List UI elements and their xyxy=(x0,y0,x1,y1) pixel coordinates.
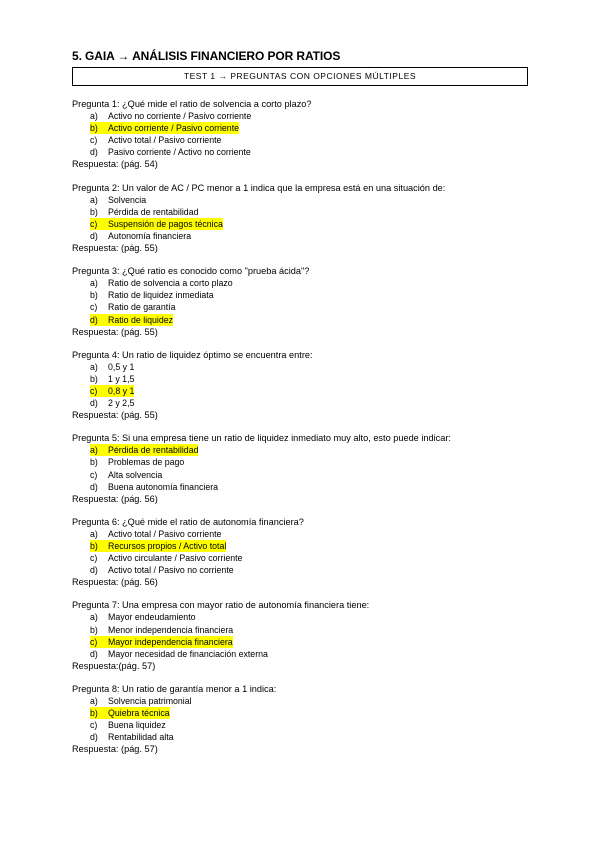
option-letter: c) xyxy=(90,385,98,396)
option-highlighted xyxy=(72,385,528,397)
option-content xyxy=(90,301,176,313)
option-content xyxy=(90,481,218,493)
option-text: Pérdida de rentabilidad xyxy=(108,206,199,217)
question-text: Pregunta 3: ¿Qué ratio es conocido como "prueba ácida"? xyxy=(72,266,310,277)
answer-highlight xyxy=(90,444,198,456)
option xyxy=(72,134,528,146)
option-text: Solvencia xyxy=(108,194,147,205)
question-text: Pregunta 2: Un valor de AC / PC menor a 1 indica que la empresa está en una situación de: xyxy=(72,182,446,193)
answer-highlight xyxy=(90,707,170,719)
question-block xyxy=(72,98,528,171)
option-text: Buena liquidez xyxy=(108,720,166,731)
option xyxy=(72,373,528,385)
option-content xyxy=(90,624,233,636)
option-text: Alta solvencia xyxy=(108,469,163,480)
option-text: 0,8 y 1 xyxy=(108,385,135,396)
option-highlighted xyxy=(72,122,528,134)
option-content xyxy=(90,289,214,301)
option xyxy=(72,528,528,540)
option-letter: c) xyxy=(90,553,98,564)
question-block xyxy=(72,182,528,255)
option-letter: b) xyxy=(90,290,98,301)
answer-reference: Respuesta:(pág. 57) xyxy=(72,660,156,671)
answer-highlight xyxy=(90,314,173,326)
option xyxy=(72,206,528,218)
question-text: Pregunta 1: ¿Qué mide el ratio de solvencia a corto plazo? xyxy=(72,99,312,109)
option-letter: d) xyxy=(90,147,98,158)
option xyxy=(72,146,528,158)
option xyxy=(72,731,528,743)
option xyxy=(72,194,528,206)
option xyxy=(72,481,528,493)
question-text: Pregunta 5: Si una empresa tiene un ratio de liquidez inmediato muy alto, esto puede indicar: xyxy=(72,433,451,444)
option xyxy=(72,552,528,564)
option-letter: b) xyxy=(90,624,98,635)
option-letter: b) xyxy=(90,123,98,134)
options-list xyxy=(72,444,528,492)
option-text: 0,5 y 1 xyxy=(108,361,135,372)
option xyxy=(72,301,528,313)
option-content xyxy=(90,194,146,206)
option-highlighted xyxy=(72,707,528,719)
answer-reference: Respuesta: (pág. 57) xyxy=(72,744,158,755)
answer-highlight xyxy=(90,385,134,397)
option-letter: a) xyxy=(90,194,98,205)
option-highlighted xyxy=(72,218,528,230)
option-text: Ratio de solvencia a corto plazo xyxy=(108,278,233,289)
question-text: Pregunta 7: Una empresa con mayor ratio de autonomía financiera tiene: xyxy=(72,600,370,611)
options-list xyxy=(72,695,528,743)
option xyxy=(72,648,528,660)
option-letter: a) xyxy=(90,696,98,707)
option-content xyxy=(90,695,192,707)
section-heading: 5. GAIA → ANÁLISIS FINANCIERO POR RATIOS xyxy=(72,49,341,63)
option-text: Buena autonomía financiera xyxy=(108,481,219,492)
option-text: Autonomía financiera xyxy=(108,230,192,241)
option-letter: d) xyxy=(90,398,98,409)
option-content xyxy=(90,528,221,540)
option-text: Pérdida de rentabilidad xyxy=(108,445,199,456)
option-letter: a) xyxy=(90,278,98,289)
option-content xyxy=(90,373,134,385)
answer-highlight xyxy=(90,636,233,648)
option-text: Activo circulante / Pasivo corriente xyxy=(108,553,243,564)
answer-highlight xyxy=(90,540,226,552)
option-letter: c) xyxy=(90,302,98,313)
answer-reference: Respuesta: (pág. 56) xyxy=(72,493,158,504)
option xyxy=(72,361,528,373)
option-text: Rentabilidad alta xyxy=(108,732,174,743)
option-letter: a) xyxy=(90,445,98,456)
option-text: Quiebra técnica xyxy=(108,708,170,719)
option-letter: c) xyxy=(90,469,98,480)
option xyxy=(72,719,528,731)
question-block xyxy=(72,349,528,422)
option xyxy=(72,469,528,481)
answer-reference: Respuesta: (pág. 55) xyxy=(72,243,158,254)
option xyxy=(72,230,528,242)
option-letter: c) xyxy=(90,720,98,731)
option-highlighted xyxy=(72,314,528,326)
option xyxy=(72,611,528,623)
option-content xyxy=(90,230,191,242)
option-letter: a) xyxy=(90,612,98,623)
option xyxy=(72,564,528,576)
questions-list xyxy=(72,98,528,756)
option-letter: d) xyxy=(90,565,98,576)
option xyxy=(72,289,528,301)
test-title-box xyxy=(72,67,528,86)
option-text: Mayor independencia financiera xyxy=(108,636,233,647)
option-content xyxy=(90,206,198,218)
answer-reference: Respuesta: (pág. 56) xyxy=(72,577,158,588)
option-text: Solvencia patrimonial xyxy=(108,696,192,707)
option-content xyxy=(90,277,233,289)
option-content xyxy=(90,552,242,564)
option-content xyxy=(90,134,221,146)
option-text: Ratio de liquidez inmediata xyxy=(108,290,214,301)
option-content xyxy=(90,469,162,481)
option-letter: d) xyxy=(90,314,98,325)
option-letter: a) xyxy=(90,528,98,539)
option xyxy=(72,277,528,289)
options-list xyxy=(72,528,528,576)
question-block xyxy=(72,516,528,589)
answer-reference: Respuesta: (pág. 55) xyxy=(72,326,158,337)
option-letter: d) xyxy=(90,230,98,241)
option-text: Mayor endeudamiento xyxy=(108,612,196,623)
answer-reference: Respuesta: (pág. 55) xyxy=(72,410,158,421)
option-text: Problemas de pago xyxy=(108,457,185,468)
answer-reference: Respuesta: (pág. 54) xyxy=(72,159,158,170)
option-text: Activo total / Pasivo corriente xyxy=(108,135,222,146)
question-block xyxy=(72,265,528,338)
options-list xyxy=(72,611,528,659)
options-list xyxy=(72,110,528,158)
option-letter: d) xyxy=(90,732,98,743)
option-content xyxy=(90,731,174,743)
test-title: TEST 1 → PREGUNTAS CON OPCIONES MÚLTIPLES xyxy=(183,71,417,81)
option-letter: a) xyxy=(90,111,98,122)
document-page xyxy=(72,49,528,767)
option-content xyxy=(90,564,234,576)
option-letter: d) xyxy=(90,648,98,659)
option-content xyxy=(90,456,184,468)
option-text: Activo corriente / Pasivo corriente xyxy=(108,123,240,134)
option-text: Pasivo corriente / Activo no corriente xyxy=(108,147,251,158)
option-letter: b) xyxy=(90,206,98,217)
option-text: Ratio de liquidez xyxy=(108,314,174,325)
option xyxy=(72,624,528,636)
option xyxy=(72,456,528,468)
option xyxy=(72,695,528,707)
question-block xyxy=(72,432,528,505)
option-text: Ratio de garantía xyxy=(108,302,176,313)
answer-highlight xyxy=(90,122,239,134)
option-text: Mayor necesidad de financiación externa xyxy=(108,648,268,659)
question-text: Pregunta 6: ¿Qué mide el ratio de autonomía financiera? xyxy=(72,516,304,527)
option-text: Activo total / Pasivo corriente xyxy=(108,528,222,539)
option-content xyxy=(90,397,134,409)
option-content xyxy=(90,361,134,373)
option-letter: d) xyxy=(90,481,98,492)
question-block xyxy=(72,683,528,756)
option-text: Activo total / Pasivo no corriente xyxy=(108,565,234,576)
options-list xyxy=(72,277,528,325)
option-letter: c) xyxy=(90,636,98,647)
option-text: 2 y 2,5 xyxy=(108,398,135,409)
option xyxy=(72,397,528,409)
options-list xyxy=(72,194,528,242)
option-content xyxy=(90,611,196,623)
options-list xyxy=(72,361,528,409)
option-highlighted xyxy=(72,444,528,456)
option-text: Recursos propios / Activo total xyxy=(108,541,227,551)
option-content xyxy=(90,648,268,660)
option-text: 1 y 1,5 xyxy=(108,373,135,384)
option-letter: b) xyxy=(90,708,98,719)
option-letter: c) xyxy=(90,218,98,229)
option-letter: a) xyxy=(90,361,98,372)
option-content xyxy=(90,146,251,158)
answer-highlight xyxy=(90,218,223,230)
option-letter: b) xyxy=(90,457,98,468)
option xyxy=(72,110,528,122)
option-letter: c) xyxy=(90,135,98,146)
option-content xyxy=(90,719,166,731)
option-text: Suspensión de pagos técnica xyxy=(108,218,223,229)
option-highlighted xyxy=(72,540,528,552)
question-text: Pregunta 4: Un ratio de liquidez óptimo se encuentra entre: xyxy=(72,349,313,360)
question-block xyxy=(72,599,528,672)
option-text: Activo no corriente / Pasivo corriente xyxy=(108,111,252,122)
option-letter: b) xyxy=(90,541,98,551)
option-letter: b) xyxy=(90,373,98,384)
option-highlighted xyxy=(72,636,528,648)
option-text: Menor independencia financiera xyxy=(108,624,234,635)
question-text: Pregunta 8: Un ratio de garantía menor a 1 indica: xyxy=(72,683,277,694)
option-content xyxy=(90,110,251,122)
